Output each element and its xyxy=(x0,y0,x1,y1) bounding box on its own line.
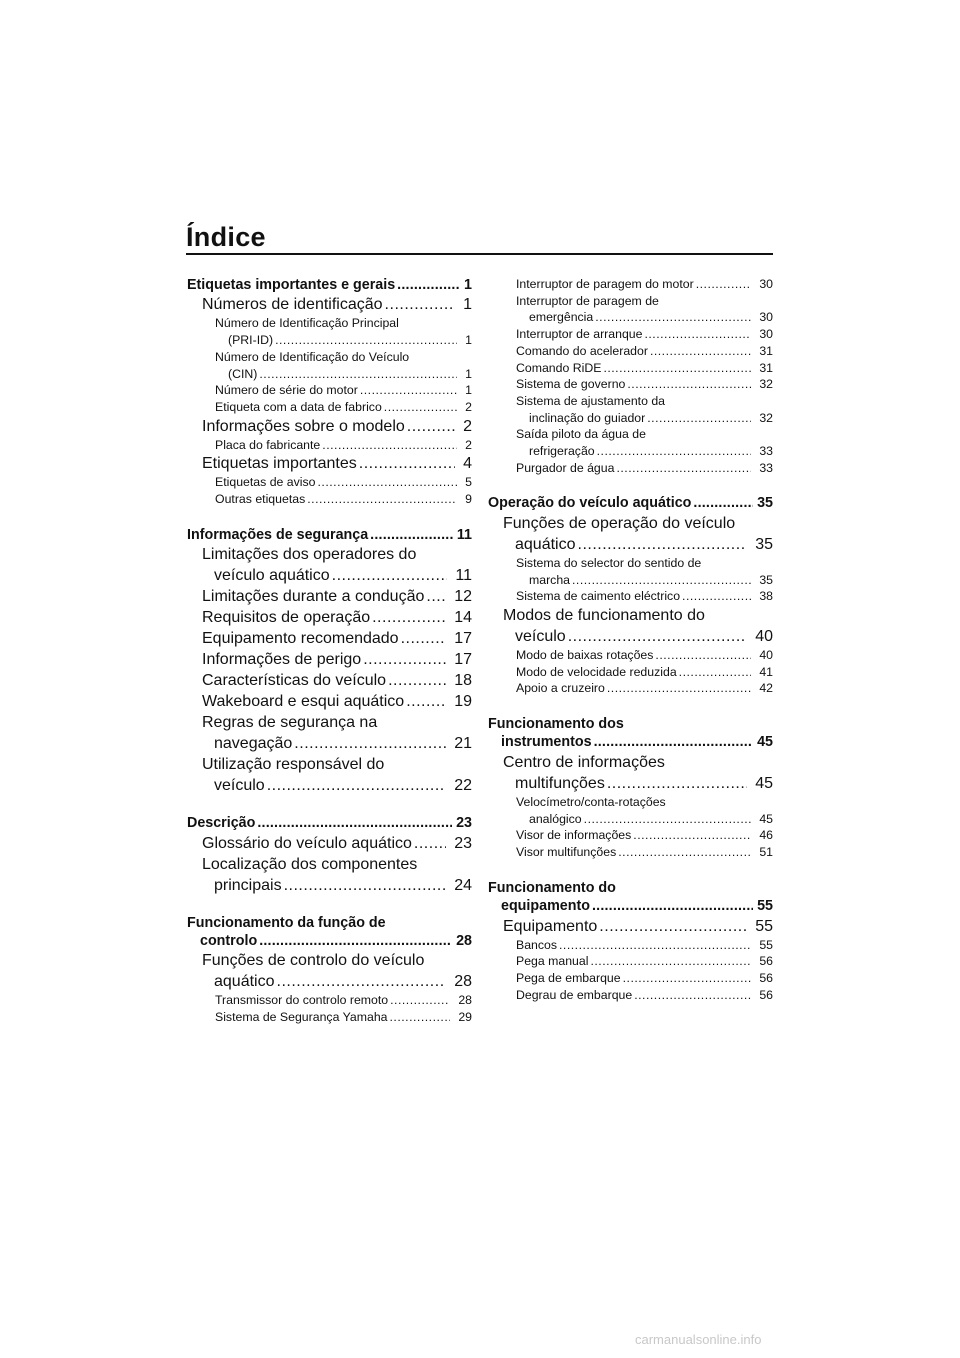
toc-entry-title: Interruptor de paragem do motor xyxy=(516,277,694,291)
toc-entry-level-3[interactable] xyxy=(488,360,773,377)
toc-entry-title: Sistema de ajustamento da xyxy=(516,393,666,408)
toc-entry-title: Centro de informações xyxy=(503,753,665,771)
toc-dot-leader xyxy=(616,460,751,477)
toc-dot-leader xyxy=(385,294,456,315)
toc-entry-title: equipamento xyxy=(501,898,590,915)
toc-entry-title: Funcionamento da função de xyxy=(187,914,386,931)
toc-entry-level-2[interactable] xyxy=(187,607,472,628)
toc-page-number: 42 xyxy=(759,681,773,696)
toc-dot-leader xyxy=(257,814,452,832)
toc-page-number: 21 xyxy=(454,735,472,753)
toc-page-number: 17 xyxy=(454,630,472,648)
toc-dot-leader xyxy=(294,733,446,754)
toc-dot-leader xyxy=(322,437,457,454)
toc-dot-leader xyxy=(363,649,446,670)
toc-dot-leader xyxy=(693,494,753,512)
toc-entry-level-3[interactable] xyxy=(187,399,472,416)
toc-page-number: 1 xyxy=(465,383,472,398)
toc-entry-title: Bancos xyxy=(516,937,558,952)
toc-entry-level-1[interactable] xyxy=(488,494,773,512)
toc-dot-leader xyxy=(634,987,751,1004)
toc-entry-title: Degrau de embarque xyxy=(516,987,633,1002)
toc-dot-leader xyxy=(332,565,448,586)
toc-entry-title: Comando RiDE xyxy=(516,360,602,375)
toc-entry-title: Modo de baixas rotações xyxy=(516,647,654,662)
toc-dot-leader xyxy=(267,775,447,796)
toc-dot-leader xyxy=(627,376,751,393)
toc-entry-title: Informações de perigo xyxy=(202,651,362,669)
toc-entry-level-2[interactable] xyxy=(187,691,472,712)
toc-entry-level-1[interactable] xyxy=(187,914,472,951)
toc-page-number: 1 xyxy=(463,296,472,314)
toc-entry-title: Equipamento recomendado xyxy=(202,630,399,648)
toc-page-number: 11 xyxy=(456,526,472,543)
toc-entry-level-3[interactable] xyxy=(488,326,773,343)
toc-entry-title: Limitações dos operadores do xyxy=(202,546,417,564)
toc-entry-title: Operação do veículo aquático xyxy=(488,495,692,512)
toc-dot-leader xyxy=(370,526,453,544)
toc-page-number: 55 xyxy=(757,898,773,915)
toc-dot-leader xyxy=(607,773,747,794)
page-title: Índice xyxy=(186,222,266,252)
toc-entry-level-3[interactable] xyxy=(488,276,773,293)
toc-dot-leader xyxy=(623,970,752,987)
toc-page-number: 14 xyxy=(454,609,472,627)
toc-dot-leader xyxy=(318,474,458,491)
toc-entry-title: Funções de operação do veículo xyxy=(503,514,736,532)
toc-entry-level-1[interactable] xyxy=(187,526,472,544)
toc-entry-title: Transmissor do controlo remoto xyxy=(215,993,389,1008)
toc-entry-title: emergência xyxy=(529,310,594,325)
toc-dot-leader xyxy=(426,586,446,607)
toc-page-number: 40 xyxy=(759,647,773,662)
toc-page-number: 28 xyxy=(458,993,472,1008)
toc-dot-leader xyxy=(359,453,455,474)
toc-dot-leader xyxy=(388,670,446,691)
toc-page-number: 28 xyxy=(454,973,472,991)
toc-page-number: 46 xyxy=(759,828,773,843)
toc-entry-title: Wakeboard e esqui aquático xyxy=(202,693,405,711)
toc-page-number: 11 xyxy=(455,567,472,585)
toc-entry-title: Número de série do motor xyxy=(215,383,358,398)
toc-page-number: 1 xyxy=(465,366,472,381)
toc-entry-title: Sistema do selector do sentido de xyxy=(516,555,702,570)
toc-right-column xyxy=(488,276,773,1003)
toc-entry-title: Glossário do veículo aquático xyxy=(202,834,412,852)
toc-entry-title: Pega manual xyxy=(516,954,589,969)
toc-entry-level-2[interactable] xyxy=(187,544,472,586)
toc-entry-level-3[interactable] xyxy=(187,992,472,1009)
toc-entry-level-3[interactable] xyxy=(187,349,472,382)
toc-page-number: 23 xyxy=(454,834,472,852)
toc-dot-leader xyxy=(597,443,752,460)
toc-entry-title: (PRI-ID) xyxy=(228,333,274,348)
toc-entry-level-2[interactable] xyxy=(187,294,472,315)
toc-entry-level-2[interactable] xyxy=(187,670,472,691)
toc-page-number: 32 xyxy=(759,410,773,425)
toc-dot-leader xyxy=(406,691,446,712)
toc-entry-level-3[interactable] xyxy=(488,555,773,588)
toc-page-number: 35 xyxy=(757,495,773,512)
toc-dot-leader xyxy=(284,875,447,896)
toc-entry-title: aquático xyxy=(214,973,275,991)
toc-dot-leader xyxy=(650,343,751,360)
toc-page-number: 51 xyxy=(759,844,773,859)
toc-entry-level-2[interactable] xyxy=(488,916,773,937)
toc-entry-title: instrumentos xyxy=(501,734,592,751)
toc-page-number: 1 xyxy=(464,277,472,293)
toc-entry-level-3[interactable] xyxy=(488,987,773,1004)
toc-entry-title: Etiquetas importantes xyxy=(202,455,357,473)
toc-entry-title: Modos de funcionamento do xyxy=(503,606,705,624)
toc-entry-title: Localização dos componentes xyxy=(202,855,418,873)
toc-dot-leader xyxy=(655,647,751,664)
toc-dot-leader xyxy=(618,844,751,861)
toc-dot-leader xyxy=(275,332,457,349)
toc-dot-leader xyxy=(390,1009,451,1026)
toc-entry-title: Placa do fabricante xyxy=(215,437,321,452)
toc-entry-title: multifunções xyxy=(515,774,605,792)
toc-page-number: 33 xyxy=(759,460,773,475)
toc-entry-title: navegação xyxy=(214,735,293,753)
toc-dot-leader xyxy=(307,491,457,508)
toc-entry-title: Etiqueta com a data de fabrico xyxy=(215,399,382,414)
toc-entry-level-3[interactable] xyxy=(488,937,773,954)
toc-entry-level-2[interactable] xyxy=(187,833,472,854)
toc-entry-level-3[interactable] xyxy=(488,426,773,459)
toc-entry-title: Interruptor de paragem de xyxy=(516,293,659,308)
toc-page-number: 22 xyxy=(454,777,472,795)
toc-page-number: 56 xyxy=(759,987,773,1002)
toc-page-number: 56 xyxy=(759,954,773,969)
toc-entry-title: Sistema de caimento eléctrico xyxy=(516,589,681,604)
toc-dot-leader xyxy=(679,664,752,681)
toc-entry-level-3[interactable] xyxy=(187,1009,472,1026)
toc-entry-title: Número de Identificação Principal xyxy=(215,316,399,331)
toc-dot-leader xyxy=(603,360,751,377)
toc-entry-title: refrigeração xyxy=(529,444,595,459)
toc-entry-level-3[interactable] xyxy=(187,491,472,508)
toc-dot-leader xyxy=(259,366,457,383)
toc-entry-level-2[interactable] xyxy=(187,453,472,474)
toc-page-number: 4 xyxy=(463,455,472,473)
toc-entry-title: Requisitos de operação xyxy=(202,609,371,627)
toc-page-number: 29 xyxy=(458,1010,472,1025)
toc-entry-level-3[interactable] xyxy=(488,293,773,326)
toc-entry-level-3[interactable] xyxy=(488,680,773,697)
toc-entry-title: Visor de informações xyxy=(516,828,632,843)
toc-entry-level-2[interactable] xyxy=(187,649,472,670)
toc-entry-title: Limitações durante a condução xyxy=(202,588,425,606)
toc-entry-title: Pega de embarque xyxy=(516,970,621,985)
toc-page-number: 2 xyxy=(465,437,472,452)
toc-entry-level-2[interactable] xyxy=(187,416,472,437)
toc-entry-title: Descrição xyxy=(187,815,256,832)
toc-dot-leader xyxy=(559,937,751,954)
toc-page-number: 1 xyxy=(465,333,472,348)
toc-dot-leader xyxy=(572,572,751,589)
toc-page-number: 31 xyxy=(759,360,773,375)
toc-entry-title: (CIN) xyxy=(228,366,258,381)
toc-entry-level-1[interactable] xyxy=(488,715,773,752)
toc-entry-level-1[interactable] xyxy=(187,814,472,832)
toc-page-number: 5 xyxy=(465,475,472,490)
toc-entry-title: Apoio a cruzeiro xyxy=(516,681,605,696)
toc-dot-leader xyxy=(647,410,751,427)
toc-entry-title: Modo de velocidade reduzida xyxy=(516,664,677,679)
toc-dot-leader xyxy=(390,992,450,1009)
toc-dot-leader xyxy=(607,680,751,697)
toc-entry-level-1[interactable] xyxy=(488,879,773,916)
toc-entry-level-2[interactable] xyxy=(488,752,773,794)
toc-dot-leader xyxy=(407,416,455,437)
toc-entry-level-3[interactable] xyxy=(187,437,472,454)
toc-dot-leader xyxy=(414,833,446,854)
toc-dot-leader xyxy=(584,811,752,828)
toc-entry-title: aquático xyxy=(515,535,576,553)
toc-dot-leader xyxy=(696,276,752,293)
toc-page-number: 9 xyxy=(465,492,472,507)
toc-entry-level-2[interactable] xyxy=(187,754,472,796)
toc-entry-title: Purgador de água xyxy=(516,460,615,475)
toc-page-number: 18 xyxy=(454,672,472,690)
toc-page-number: 35 xyxy=(759,572,773,587)
toc-page-number: 2 xyxy=(463,417,472,435)
toc-page-number: 55 xyxy=(759,937,773,952)
toc-dot-leader xyxy=(578,534,748,555)
toc-dot-leader xyxy=(401,628,447,649)
toc-entry-title: veículo xyxy=(214,777,265,795)
toc-left-column xyxy=(187,276,472,1026)
toc-entry-title: Funcionamento dos xyxy=(488,716,624,733)
toc-entry-title: principais xyxy=(214,876,282,894)
toc-dot-leader xyxy=(592,897,753,915)
toc-dot-leader xyxy=(360,382,457,399)
toc-entry-level-2[interactable] xyxy=(488,513,773,555)
toc-entry-level-3[interactable] xyxy=(488,647,773,664)
toc-dot-leader xyxy=(397,276,460,294)
toc-entry-title: Etiquetas importantes e gerais xyxy=(187,277,396,293)
toc-entry-level-1[interactable] xyxy=(187,276,472,294)
toc-entry-level-3[interactable] xyxy=(187,474,472,491)
toc-entry-title: Número de Identificação do Veículo xyxy=(215,349,410,364)
toc-page-number: 30 xyxy=(759,277,773,291)
toc-dot-leader xyxy=(568,626,748,647)
toc-page-number: 32 xyxy=(759,377,773,392)
toc-entry-title: inclinação do guiador xyxy=(529,410,646,425)
toc-entry-title: Velocímetro/conta-rotações xyxy=(516,794,666,809)
toc-page-number: 12 xyxy=(454,588,472,606)
toc-dot-leader xyxy=(277,971,447,992)
toc-entry-title: controlo xyxy=(200,932,258,949)
toc-dot-leader xyxy=(644,326,751,343)
toc-page-number: 19 xyxy=(454,693,472,711)
toc-entry-level-3[interactable] xyxy=(488,827,773,844)
toc-page-number: 28 xyxy=(456,932,472,949)
toc-entry-level-2[interactable] xyxy=(187,628,472,649)
toc-entry-title: veículo aquático xyxy=(214,567,330,585)
toc-entry-title: Informações de segurança xyxy=(187,526,369,543)
footer-watermark: carmanualsonline.info xyxy=(635,1332,762,1347)
toc-page-number: 56 xyxy=(759,970,773,985)
toc-entry-title: veículo xyxy=(515,627,566,645)
toc-page-number: 41 xyxy=(759,664,773,679)
toc-entry-title: Equipamento xyxy=(503,917,598,935)
toc-page-number: 45 xyxy=(757,734,773,751)
toc-entry-title: Características do veículo xyxy=(202,672,387,690)
toc-entry-title: Etiquetas de aviso xyxy=(215,475,316,490)
toc-page-number: 33 xyxy=(759,444,773,459)
toc-entry-title: Comando do acelerador xyxy=(516,343,648,358)
toc-entry-level-3[interactable] xyxy=(488,376,773,393)
toc-entry-level-3[interactable] xyxy=(187,382,472,399)
toc-entry-level-2[interactable] xyxy=(187,854,472,896)
toc-entry-title: Informações sobre o modelo xyxy=(202,417,405,435)
toc-page-number: 30 xyxy=(759,327,773,342)
toc-entry-title: Sistema de Segurança Yamaha xyxy=(215,1010,388,1025)
toc-page-number: 31 xyxy=(759,343,773,358)
toc-entry-level-3[interactable] xyxy=(488,393,773,426)
toc-dot-leader xyxy=(590,953,751,970)
toc-entry-level-2[interactable] xyxy=(187,586,472,607)
toc-dot-leader xyxy=(633,827,751,844)
toc-entry-title: Funcionamento do xyxy=(488,879,616,896)
toc-page-number: 2 xyxy=(465,399,472,414)
toc-entry-title: Outras etiquetas xyxy=(215,492,306,507)
toc-page-number: 23 xyxy=(456,815,472,832)
toc-page-number: 24 xyxy=(454,876,472,894)
toc-entry-level-3[interactable] xyxy=(488,460,773,477)
toc-entry-level-3[interactable] xyxy=(488,588,773,605)
toc-entry-title: Sistema de governo xyxy=(516,377,626,392)
toc-entry-title: Interruptor de arranque xyxy=(516,327,643,342)
toc-entry-title: Funções de controlo do veículo xyxy=(202,952,425,970)
toc-entry-level-3[interactable] xyxy=(488,844,773,861)
toc-page-number: 38 xyxy=(759,589,773,604)
toc-entry-title: Utilização responsável do xyxy=(202,756,385,774)
toc-dot-leader xyxy=(259,932,452,950)
toc-page-number: 45 xyxy=(755,774,773,792)
toc-entry-title: Saída piloto da água de xyxy=(516,427,646,442)
toc-page-number: 40 xyxy=(755,627,773,645)
toc-entry-level-2[interactable] xyxy=(187,712,472,754)
toc-entry-title: marcha xyxy=(529,572,571,587)
toc-entry-level-3[interactable] xyxy=(488,343,773,360)
toc-page-number: 17 xyxy=(454,651,472,669)
title-divider xyxy=(186,253,773,255)
toc-entry-level-3[interactable] xyxy=(187,315,472,348)
toc-entry-level-2[interactable] xyxy=(488,605,773,647)
toc-page-number: 55 xyxy=(755,917,773,935)
toc-page-number: 30 xyxy=(759,310,773,325)
toc-entry-title: analógico xyxy=(529,811,582,826)
toc-page-number: 45 xyxy=(759,811,773,826)
toc-dot-leader xyxy=(595,309,751,326)
toc-dot-leader xyxy=(594,733,754,751)
toc-entry-level-2[interactable] xyxy=(187,950,472,992)
toc-dot-leader xyxy=(372,607,446,628)
toc-entry-title: Regras de segurança na xyxy=(202,714,378,732)
toc-dot-leader xyxy=(384,399,457,416)
toc-entry-level-3[interactable] xyxy=(488,664,773,681)
toc-entry-level-3[interactable] xyxy=(488,953,773,970)
toc-dot-leader xyxy=(599,916,747,937)
toc-entry-title: Visor multifunções xyxy=(516,844,617,859)
toc-page-number: 35 xyxy=(755,535,773,553)
toc-entry-level-3[interactable] xyxy=(488,970,773,987)
toc-entry-level-3[interactable] xyxy=(488,794,773,827)
toc-dot-leader xyxy=(682,588,751,605)
toc-entry-title: Números de identificação xyxy=(202,296,383,314)
